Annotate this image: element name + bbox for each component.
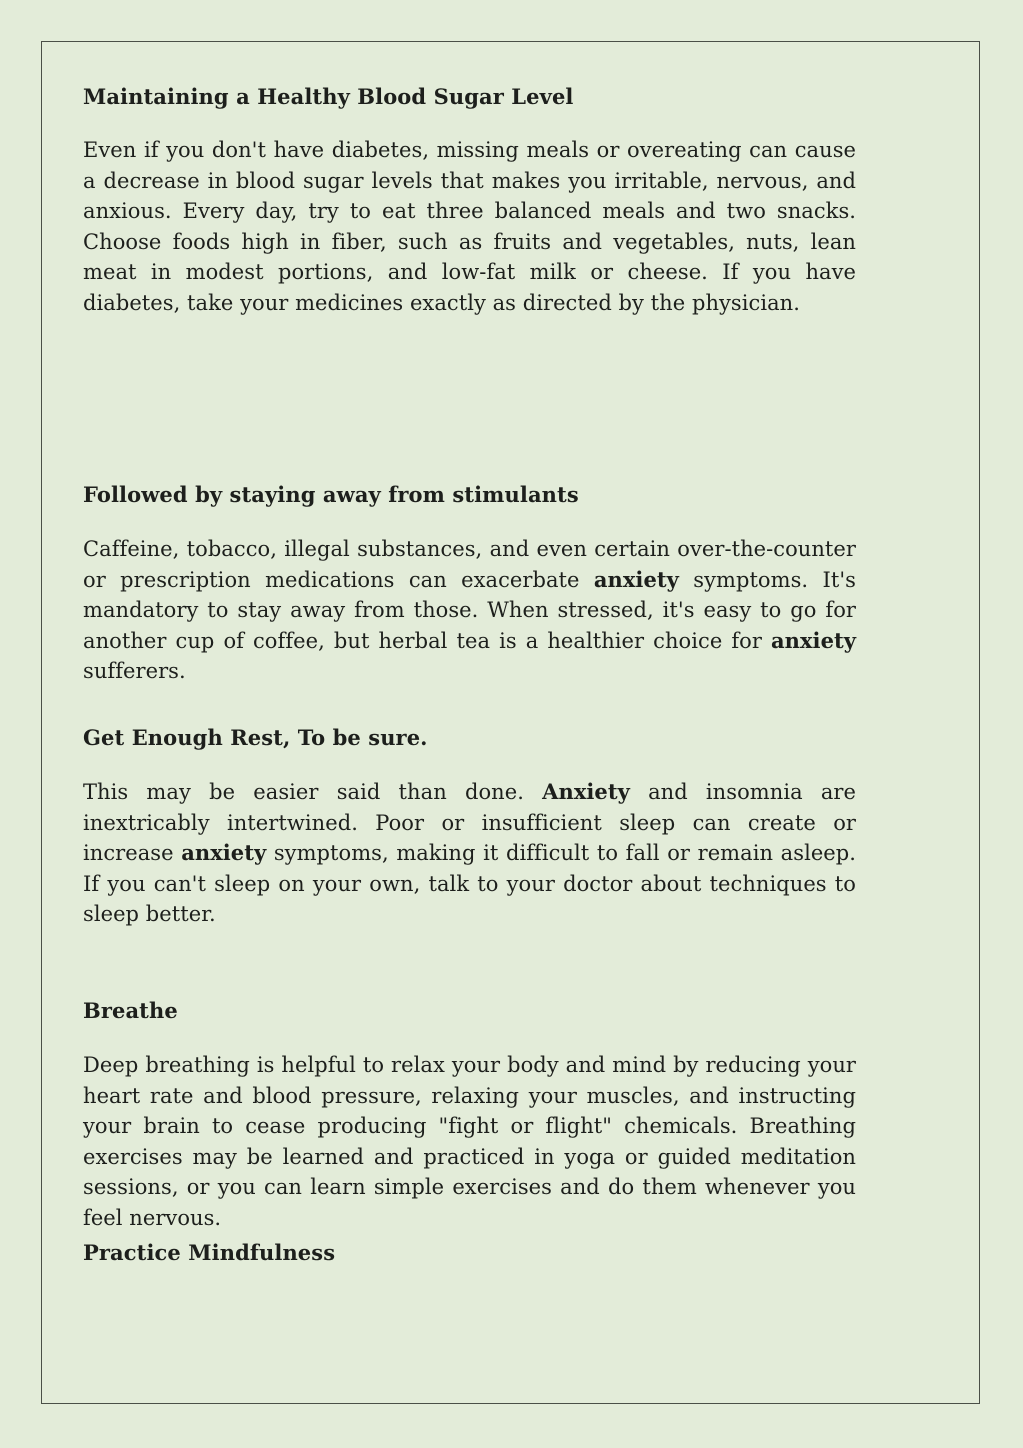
section-heading-breathe: Breathe: [83, 998, 178, 1023]
section-body-breathe: Deep breathing is helpful to relax your body and mind by reducing your heart rate and blood pressure, relaxing your muscles, and instructing your brain to cease producing "fight or flight" chemicals. Breathing exercises may be learned and practiced in yoga or guided meditation sessions, or you can learn simple exercises and do them whenever you feel nervous.: [83, 1053, 856, 1230]
section-heading-stimulants: Followed by staying away from stimulants: [83, 482, 579, 507]
section-heading-blood-sugar: Maintaining a Healthy Blood Sugar Level: [83, 84, 574, 109]
bold-keyword: anxiety: [771, 627, 856, 653]
body-text: and insomnia are inextricably intertwined. Poor or insufficient sleep can create or increase: [83, 780, 857, 865]
bold-keyword: anxiety: [593, 566, 679, 592]
body-text: This may be easier said than done.: [83, 780, 543, 804]
section-body-blood-sugar: Even if you don't have diabetes, missing meals or overeating can cause a decrease in blood sugar levels that makes you irritable, nervous, and anxious. Every day, try to eat three balanced meals and two snacks. Choose foods high in fiber, such as fruits and vegetables, nuts, lean meat in modest portions, and low-fat milk or cheese. If you have diabetes, take your medicines exactly as directed by the physician.: [83, 138, 856, 315]
body-text: symptoms, making it difficult to fall or remain asleep. If you can't sleep on your own, talk to your doctor about techniques to sleep better.: [83, 841, 857, 926]
bold-keyword: Anxiety: [542, 779, 630, 804]
section-body-rest: [83, 777, 856, 930]
body-text: sufferers.: [83, 659, 186, 683]
section-heading-mindfulness: Practice Mindfulness: [83, 1240, 336, 1265]
body-text: Caffeine, tobacco, illegal substances, and even certain over-the-counter or prescription medications can exacerbate: [83, 537, 856, 592]
section-heading-rest: Get Enough Rest, To be sure.: [83, 725, 428, 750]
body-text: symptoms. It's mandatory to stay away from those. When stressed, it's easy to go for another cup of coffee, but herbal tea is a healthier choice for: [83, 567, 856, 653]
bold-keyword: anxiety: [181, 840, 267, 865]
section-body-stimulants: [83, 534, 856, 687]
